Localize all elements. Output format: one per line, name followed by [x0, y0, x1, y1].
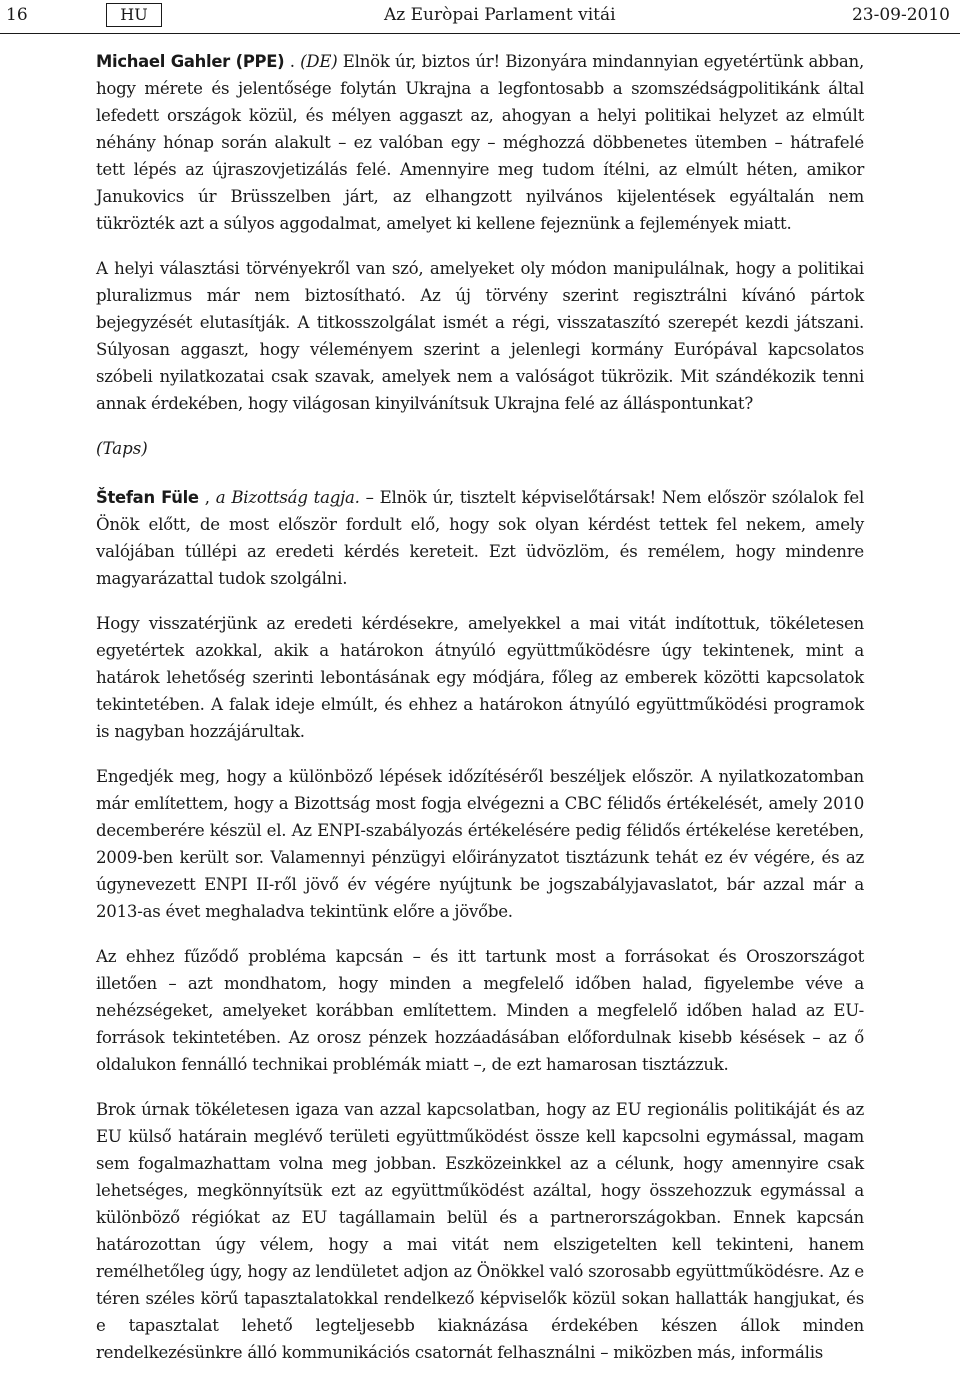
header-divider [0, 33, 960, 34]
paragraph-text: – Elnök úr, tisztelt képviselőtársak! Nem először szólalok fel Önök előtt, de most először fordult elő, hogy sok olyan kérdést tettek fel nekem, amely valójában túllépi az eredeti kérdés kereteit. Ezt üdvözlöm, és remélem, hogy mindenre magyarázattal tudok szolgálni. [96, 488, 864, 588]
page-header [0, 0, 960, 32]
speech-paragraph: Az ehhez fűződő probléma kapcsán – és itt tartunk most a forrásokat és Oroszországot illetően – azt mondhatom, hogy minden a megfelelő időben halad, figyelembe véve a nehézségeket, amelyeket korábban említettem. Minden a megfelelő időben halad az EU-források tekintetében. Az orosz pénzek hozzáadásában előfordulnak kisebb késések – az ő oldalukon fennálló technikai problémák miatt –, de ezt hamarosan tisztázzuk. [96, 947, 864, 1074]
document-body [96, 48, 864, 1384]
publication-title: Az Euròpai Parlament vitái [384, 5, 616, 25]
speech-paragraph [96, 484, 864, 592]
paragraph-text: Elnök úr, biztos úr! Bizonyára mindannyian egyetértünk abban, hogy mérete és jelentősége folytán Ukrajna a legfontosabb a szomszédságpolitikánk által lefedett országok közül, és mélyen aggaszt az, ahogyan a helyi politikai helyzet az elmúlt néhány hónap során alakult – ez valóban egy – méghozzá döbbenetes ütemben – hátrafelé tett lépés az újraszovjetizálás felé. Amennyire meg tudom ítélni, az elmúlt héten, amikor Janukovics úr Brüsszelben járt, az elhangzott nyilvános kijelentések egyáltalán nem tükrözték azt a súlyos aggodalmat, amelyet ki kellene fejeznünk a fejlemények miatt. [96, 52, 865, 233]
speaker-separator: , [198, 488, 216, 507]
audience-reaction: (Taps) [96, 439, 148, 458]
speaker-separator: . [284, 52, 301, 71]
speech-paragraph [96, 48, 864, 237]
speech-paragraph: Brok úrnak tökéletesen igaza van azzal kapcsolatban, hogy az EU regionális politikáját és az EU külső határain meglévő területi együttműködést össze kell kapcsolni egymással, magam sem fogalmazhattam volna meg jobban. Eszközeinkkel az a célunk, hogy amennyire csak lehetséges, megkönnyítsük ezt az együttműködést azáltal, hogy összehozzuk egymással a különböző régiókat az EU tagállamain belül és a partnerországokban. Ennek kapcsán határozottan úgy vélem, hogy a mai vitát nem elszigetelten kell tekinteni, hanem remélhetőleg úgy, hogy az lendületet adjon az Önökkel való szorosabb együttműködésre. Az e téren széles körű tapasztalatokkal rendelkező képviselők közül sokan hallatták hangjukat, és e tapasztalat lehető legteljesebb kiaknázása érdekében készen állok minden rendelkezésünkre álló kommunikációs csatornát felhasználni – miközben más, informális [96, 1100, 864, 1362]
speaker-name: Štefan Füle [96, 488, 199, 507]
speaker-name: Michael Gahler (PPE) [96, 52, 285, 71]
language-badge: HU [106, 3, 162, 27]
language-code: (DE) [300, 52, 338, 71]
speech-paragraph: A helyi választási törvényekről van szó, amelyeket oly módon manipulálnak, hogy a politikai pluralizmus már nem biztosítható. Az új törvény szerint regisztrálni kívánó pártok bejegyzését elutasítják. A titkosszolgálat ismét a régi, visszataszító szerepét kezdi játszani. Súlyosan aggaszt, hogy véleményem szerint a jelenlegi kormány Európával kapcsolatos szóbeli nyilatkozatai csak szavak, amelyek nem a valóságot tükrözik. Mit szándékozik tenni annak érdekében, hogy világosan kinyilvánítsuk Ukrajna felé az álláspontunkat? [96, 259, 864, 413]
speaker-role: a Bizottság tagja. [215, 488, 360, 507]
publication-date: 23-09-2010 [851, 5, 950, 25]
page-number: 16 [6, 5, 28, 25]
speech-paragraph: Engedjék meg, hogy a különböző lépések időzítéséről beszéljek először. A nyilatkozatomban már említettem, hogy a Bizottság most fogja elvégezni a CBC félidős értékelését, amely 2010 decemberére készül el. Az ENPI-szabályozás értékelésére pedig félidős értékelése keretében, 2009-ben került sor. Valamennyi pénzügyi előirányzatot tisztázunk tehát ez év végére, és az úgynevezett ENPI II-ről jövő év végére nyújtunk be jogszabályjavaslatot, bár azzal már a 2013-as évet meghaladva tekintünk előre a jövőbe. [96, 767, 864, 921]
speech-paragraph: Hogy visszatérjünk az eredeti kérdésekre, amelyekkel a mai vitát indítottuk, tökéletesen egyetértek azokkal, akik a határokon átnyúló együttműködésre úgy tekintenek, mint a határok lehetőség szerinti lebontásának egy módjára, főleg az emberek közötti kapcsolatok tekintetében. A falak ideje elmúlt, és ehhez a határokon átnyúló együttműködési programok is nagyban hozzájárultak. [96, 614, 864, 741]
